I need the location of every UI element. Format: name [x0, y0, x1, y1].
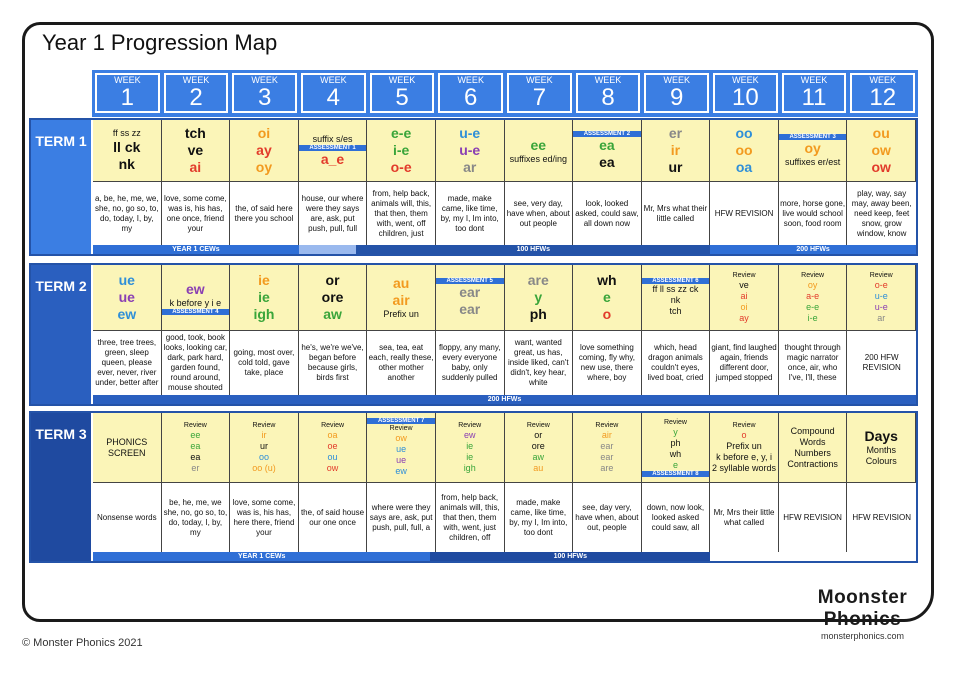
phoneme-item: aw [323, 306, 342, 322]
phoneme-item: ew [117, 306, 137, 322]
phoneme-cell [367, 120, 436, 182]
phoneme-item: air [392, 292, 410, 308]
week-header [576, 73, 641, 113]
bar-label: 100 HFWs [356, 245, 710, 254]
phoneme-item: ue [396, 444, 407, 454]
phoneme-item: i-e [392, 142, 410, 158]
phoneme-item: y [534, 289, 543, 305]
phoneme-cell [505, 413, 574, 483]
phoneme-item: ear [459, 283, 481, 300]
phoneme-item: igh [253, 306, 275, 322]
week-header [438, 73, 503, 113]
phoneme-cell [230, 120, 299, 182]
week-label: WEEK [182, 74, 210, 85]
term-2-bar [93, 395, 916, 404]
phoneme-item: k before e, y, i [716, 452, 772, 462]
phoneme-item: ur [668, 159, 683, 175]
phoneme-item: u-e [874, 291, 888, 301]
word-list-cell: down, now look, looked asked could saw, all [642, 483, 711, 552]
phoneme-item: ir [670, 142, 681, 158]
phoneme-item: ea [190, 452, 201, 462]
phoneme-item: ay [739, 313, 749, 323]
phoneme-item: ee [190, 430, 201, 440]
week-label: WEEK [869, 74, 896, 85]
phoneme-item: Prefix un [383, 309, 419, 319]
phoneme-item: oy [804, 139, 821, 156]
phoneme-item: oa [735, 159, 753, 175]
phoneme-item: ai [189, 159, 202, 175]
phoneme-item: ew [186, 280, 205, 297]
word-list-cell: play, way, say may, away been, need keep, feet snow, grow window, know [847, 182, 916, 245]
phoneme-item: ea [599, 136, 615, 153]
phoneme-item: ea [599, 153, 615, 170]
phoneme-cell [436, 413, 505, 483]
phoneme-item: Compound Words [790, 425, 835, 447]
phoneme-cell [93, 265, 162, 331]
week-label: WEEK [594, 74, 622, 85]
phoneme-cell [710, 120, 779, 182]
phoneme-item: ASSESSMENT 5 [436, 278, 504, 284]
phoneme-cell [162, 120, 231, 182]
word-list-cell: which, head dragon animals couldn't eyes, lived boat, cried [642, 331, 711, 395]
week-label: WEEK [114, 74, 141, 85]
week-number: 5 [395, 83, 409, 111]
phoneme-cell [162, 413, 231, 483]
phoneme-item: air [601, 430, 612, 440]
phoneme-cell [230, 413, 299, 483]
phoneme-cell [505, 120, 574, 182]
word-list-cell: a, be, he, me, we, she, no, go so, to, do, today, I, by, my [93, 182, 162, 245]
bar-gap [299, 245, 357, 254]
phoneme-item: ir [261, 430, 267, 440]
phoneme-item: Colours [865, 456, 897, 466]
week-header-row [92, 70, 918, 117]
word-list-cell: thought through magic narrator once, air, who I've, I'll, these [779, 331, 848, 395]
phoneme-item: ar [463, 159, 477, 175]
week-number: 1 [120, 83, 135, 111]
phoneme-item: o-e [390, 159, 412, 175]
word-list-cell: see, very day, have when, about out people [505, 182, 574, 245]
term-2-row [29, 263, 918, 406]
term-1-label: TERM 1 [31, 120, 91, 254]
word-list-cell: he's, we're we've, began before because girls, birds first [299, 331, 368, 395]
phoneme-item: ASSESSMENT 6 [642, 278, 710, 284]
word-list-cell: made, make came, like time, by, my I, Im into, too dont [505, 483, 574, 552]
phoneme-item: wh [669, 449, 682, 459]
phoneme-item: Review [732, 272, 756, 279]
phoneme-item: oy [807, 280, 818, 290]
week-header [164, 73, 229, 113]
phoneme-item: ow [871, 142, 891, 158]
phoneme-item: ASSESSMENT 3 [779, 134, 847, 140]
term-3-bar [93, 552, 916, 561]
phoneme-item: ie [466, 441, 474, 451]
logo-url: monsterphonics.com [820, 631, 905, 641]
phoneme-item: er [668, 125, 683, 141]
phoneme-item: i-e [807, 313, 818, 323]
week-number: 9 [670, 83, 684, 111]
phoneme-cell [642, 265, 711, 331]
phoneme-item: o [602, 306, 612, 322]
phoneme-item: Review [389, 425, 413, 432]
phoneme-item: ve [739, 280, 749, 290]
phoneme-item: Review [869, 272, 893, 279]
phoneme-cell [93, 413, 162, 483]
phoneme-item: er [191, 463, 200, 473]
phoneme-item: ll ck [113, 139, 141, 155]
phoneme-cell [93, 120, 162, 182]
phoneme-item: ar [877, 313, 886, 323]
word-list-cell: sea, tea, eat each, really these, other mother another [367, 331, 436, 395]
word-list-cell: be, he, me, we she, no, go so, to, do, today, I, by, my [162, 483, 231, 552]
phoneme-item: ff ll ss zz ck [652, 284, 699, 294]
week-label: WEEK [320, 74, 347, 85]
phoneme-item: e [602, 289, 611, 305]
week-header [95, 73, 160, 113]
bar-label: YEAR 1 CEWs [93, 245, 299, 254]
phoneme-item: ai [740, 291, 748, 301]
week-header [232, 73, 297, 113]
phoneme-item: ff ss zz [112, 128, 141, 138]
phoneme-item: e [672, 460, 678, 470]
week-number: 4 [326, 83, 341, 111]
phoneme-item: aw [532, 452, 545, 462]
phoneme-item: oi [257, 125, 271, 141]
phoneme-cell [436, 265, 505, 331]
phoneme-cell [642, 413, 711, 483]
week-number: 11 [801, 83, 827, 111]
phoneme-item: are [527, 272, 549, 288]
bar-label: 100 HFWs [430, 552, 710, 561]
word-list-cell: 200 HFW REVISION [847, 331, 916, 395]
word-list-cell: HFW REVISION [847, 483, 916, 552]
phoneme-item: suffixes ed/ing [509, 153, 567, 164]
phoneme-item: ew [463, 430, 476, 440]
logo-line-1: Moonster [817, 587, 908, 608]
word-list-cell: HFW REVISION [779, 483, 848, 552]
word-list-cell: see, day very, have when, about out, people [573, 483, 642, 552]
phoneme-item: 2 syllable words [712, 463, 777, 473]
phoneme-cell [573, 413, 642, 483]
phoneme-item: k before y i e [169, 297, 222, 308]
phoneme-item: Review [321, 422, 345, 429]
phoneme-cell [847, 265, 916, 331]
phoneme-cell [710, 413, 779, 483]
word-list-cell: three, tree trees, green, sleep queen, please ever, never, river under, better after [93, 331, 162, 395]
word-list-cell: Nonsense words [93, 483, 162, 552]
phoneme-item: oo [735, 125, 753, 141]
phoneme-item: ow [395, 433, 407, 443]
phoneme-item: ue [118, 272, 135, 288]
phoneme-item: Review [526, 422, 550, 429]
phoneme-item: ou [327, 452, 338, 462]
phoneme-item: nk [118, 156, 135, 172]
phoneme-item: Review [663, 419, 687, 426]
phoneme-item: or [325, 272, 340, 288]
word-list-cell: look, looked asked, could saw, all down now [573, 182, 642, 245]
phoneme-item: Review [595, 422, 619, 429]
term-3-label: TERM 3 [31, 413, 91, 561]
week-number: 3 [258, 83, 272, 111]
word-list-cell: love, some come, was is, his has, here there, friend your [230, 483, 299, 552]
phoneme-item: tch [184, 125, 206, 141]
word-list-cell: house, our where were they says are, ask, put push, pull, full [299, 182, 368, 245]
phoneme-cell [847, 413, 916, 483]
phoneme-item: ve [187, 142, 204, 158]
week-header [644, 73, 709, 113]
week-label: WEEK [732, 74, 759, 85]
phoneme-cell [299, 413, 368, 483]
phoneme-item: Review [732, 422, 756, 429]
phoneme-item: oi [740, 302, 748, 312]
phoneme-cell [642, 120, 711, 182]
logo-line-2: Phonics [823, 609, 902, 630]
phoneme-cell [505, 265, 574, 331]
page-title: Year 1 Progression Map [42, 30, 278, 55]
phoneme-item: u-e [459, 125, 481, 141]
phoneme-item: ear [600, 452, 614, 462]
phoneme-item: o-e [874, 280, 888, 290]
phoneme-item: tch [669, 306, 682, 316]
phoneme-cell [436, 120, 505, 182]
phoneme-item: au [392, 275, 410, 291]
week-header [370, 73, 435, 113]
phoneme-item: a-e [806, 291, 820, 301]
phoneme-item: suffixes er/est [784, 156, 841, 167]
phoneme-item: ore [531, 441, 545, 451]
phoneme-cell [573, 265, 642, 331]
phoneme-item: are [600, 463, 614, 473]
word-list-cell: love something coming, fly why, new use, there where, boy [573, 331, 642, 395]
word-list-cell: the, of said house our one once [299, 483, 368, 552]
bar-label: 200 HFWs [710, 245, 916, 254]
week-number: 10 [732, 83, 759, 111]
word-list-cell: Mr, Mrs what their little called [642, 182, 711, 245]
phoneme-item: Days [864, 428, 898, 444]
phoneme-cell [299, 120, 368, 182]
phoneme-item: oo [258, 452, 269, 462]
week-header [850, 73, 915, 113]
phoneme-item: ie [466, 452, 474, 462]
phoneme-item: PHONICS SCREEN [106, 436, 148, 458]
word-list-cell: good, took, book looks, looking car, dark, park hard, garden found, round around, mouse shouted [162, 331, 231, 395]
phoneme-item: au [533, 463, 544, 473]
word-list-cell: where were they says are, ask, put push, pull, full, a [367, 483, 436, 552]
phoneme-item: e-e [391, 125, 412, 141]
phoneme-item: ph [670, 438, 681, 448]
word-list-cell: made, make came, like time, by, my I, Im into, too dont [436, 182, 505, 245]
phoneme-cell [779, 120, 848, 182]
word-list-cell: Mr, Mrs their little what called [710, 483, 779, 552]
phoneme-item: Months [866, 445, 896, 455]
bar-label: YEAR 1 CEWs [93, 552, 430, 561]
phoneme-item: Prefix un [726, 441, 762, 451]
week-header [713, 73, 778, 113]
phoneme-item: Review [183, 422, 207, 429]
phoneme-cell [299, 265, 368, 331]
phoneme-item: Review [458, 422, 482, 429]
week-number: 2 [189, 83, 203, 111]
phoneme-cell [573, 120, 642, 182]
phoneme-item: y [673, 427, 678, 437]
phoneme-item: ur [259, 441, 268, 451]
term-1-bar [93, 245, 916, 254]
phoneme-cell [162, 265, 231, 331]
phoneme-item: oa [327, 430, 338, 440]
term-3-row [29, 411, 918, 563]
logo [790, 587, 935, 641]
phoneme-item: u-e [874, 302, 888, 312]
phoneme-item: ow [871, 159, 891, 175]
phoneme-item: Numbers [794, 447, 831, 458]
week-label: WEEK [663, 74, 690, 85]
week-label: WEEK [800, 74, 828, 85]
week-label: WEEK [251, 74, 278, 85]
word-list-cell: floppy, any many, every everyone baby, only suddenly pulled [436, 331, 505, 395]
phoneme-cell [230, 265, 299, 331]
phoneme-item: suffix s/es [312, 133, 353, 144]
phoneme-item: ea [190, 441, 201, 451]
phoneme-item: ue [396, 455, 407, 465]
phoneme-item: ow [326, 463, 339, 473]
phoneme-item: Review [801, 272, 825, 279]
phoneme-item: a_e [320, 150, 345, 167]
word-list-cell: the, of said here there you school [230, 182, 299, 245]
word-list-cell: going, most over, cold told, gave take, place [230, 331, 299, 395]
phoneme-item: ay [256, 142, 272, 158]
phoneme-item: Contractions [787, 458, 838, 469]
phoneme-item: igh [463, 463, 476, 473]
copyright: © Monster Phonics 2021 [22, 637, 143, 649]
phoneme-cell [779, 265, 848, 331]
week-number: 12 [869, 83, 897, 111]
phoneme-item: ear [459, 300, 481, 317]
phoneme-item: ASSESSMENT 1 [299, 145, 367, 151]
phoneme-item: or [534, 430, 543, 440]
phoneme-item: ew [395, 466, 407, 476]
phoneme-item: ou [872, 125, 890, 141]
phoneme-item: oe [327, 441, 338, 451]
phoneme-item: oo (u) [252, 463, 276, 473]
phoneme-item: ASSESSMENT 4 [162, 309, 230, 315]
bar-gap [710, 552, 916, 561]
phoneme-item: ph [529, 306, 547, 322]
phoneme-item: ee [530, 136, 547, 153]
phoneme-item: ie [258, 272, 270, 288]
word-list-cell: more, horse gone, live would school soon, food room [779, 182, 848, 245]
phoneme-item: ie [258, 289, 270, 305]
phoneme-item: ASSESSMENT 2 [573, 131, 641, 137]
phoneme-item: ASSESSMENT 7 [367, 418, 435, 424]
phoneme-item: o [741, 430, 747, 440]
phoneme-item: nk [670, 295, 681, 305]
phoneme-item: u-e [459, 142, 481, 158]
week-header [507, 73, 572, 113]
phoneme-cell [847, 120, 916, 182]
phoneme-item: wh [597, 272, 617, 288]
phoneme-item: ue [118, 289, 135, 305]
word-list-cell: love, some come, was is, his has, one once, friend your [162, 182, 231, 245]
word-list-cell: from, help back, animals will, this, that then, them with, went, just children, off [436, 483, 505, 552]
word-list-cell: HFW REVISION [710, 182, 779, 245]
phoneme-cell [367, 265, 436, 331]
week-number: 6 [464, 83, 478, 111]
week-header [301, 73, 366, 113]
week-number: 8 [601, 83, 615, 111]
phoneme-item: e-e [806, 302, 820, 312]
phoneme-item: oy [255, 159, 273, 175]
phoneme-item: Review [252, 422, 276, 429]
week-number: 7 [532, 83, 547, 111]
term-1-row [29, 118, 918, 256]
word-list-cell: want, wanted great, us has, inside liked, can't didn't, key hear, white [505, 331, 574, 395]
week-header [782, 73, 847, 113]
bar-label: 200 HFWs [93, 395, 916, 404]
phoneme-item: ASSESSMENT 8 [642, 471, 710, 477]
week-label: WEEK [457, 74, 484, 85]
term-2-label: TERM 2 [31, 265, 91, 404]
phoneme-cell [710, 265, 779, 331]
phoneme-cell [367, 413, 436, 483]
week-label: WEEK [388, 74, 416, 85]
phoneme-item: ear [600, 441, 614, 451]
word-list-cell: from, help back, animals will, this, that then, them with, went, off children, just [367, 182, 436, 245]
phoneme-item: oo [735, 142, 753, 158]
week-label: WEEK [526, 74, 553, 85]
phoneme-cell [779, 413, 848, 483]
word-list-cell: giant, find laughed again, friends different door, jumped stopped [710, 331, 779, 395]
phoneme-item: ore [321, 289, 344, 305]
